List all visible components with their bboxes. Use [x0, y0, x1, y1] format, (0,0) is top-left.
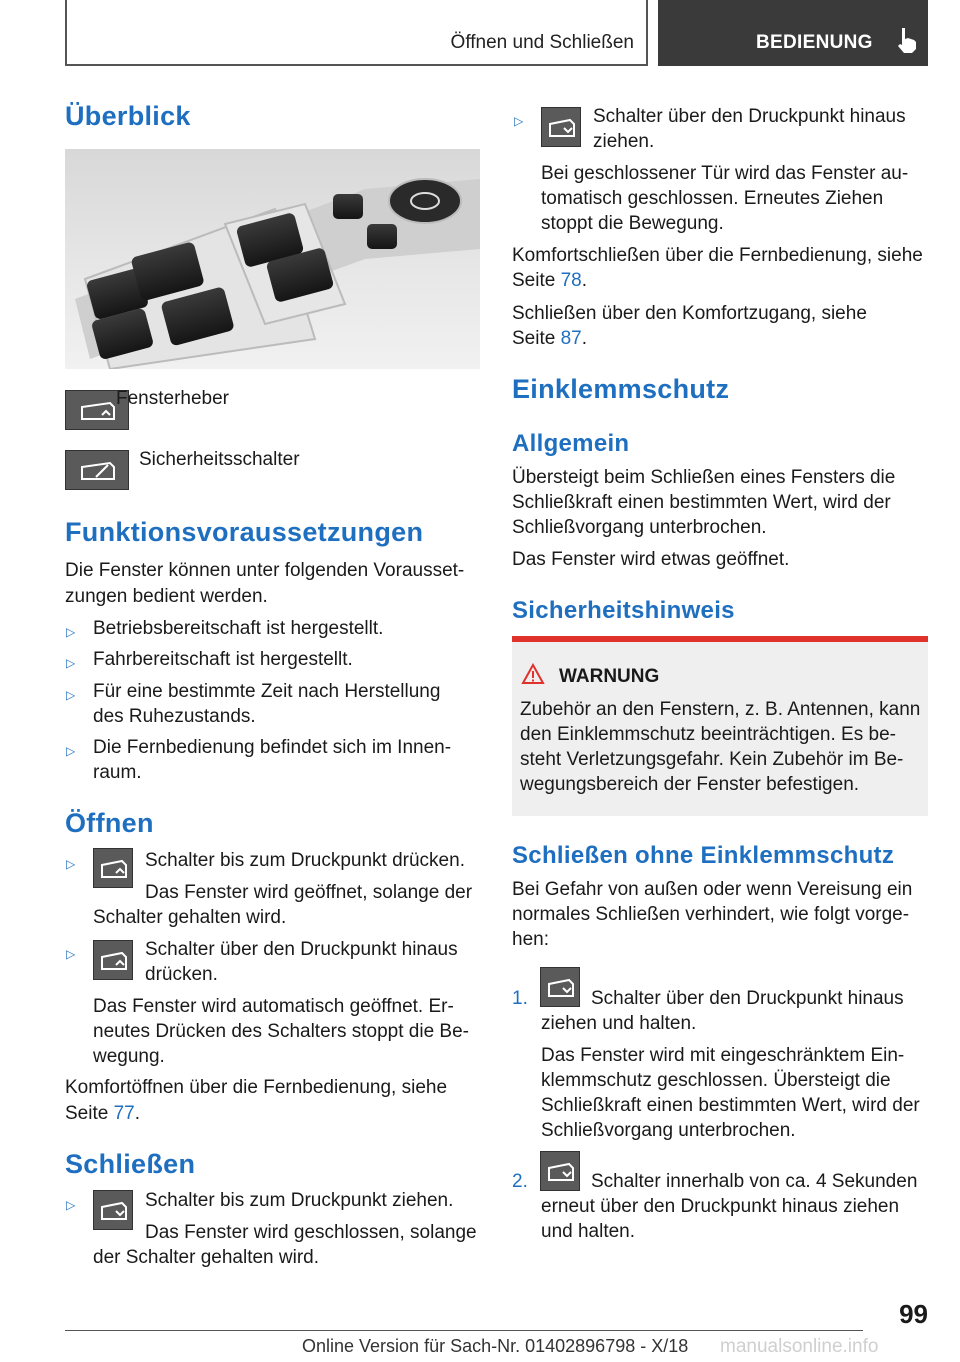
- warning-text: den Einklemmschutz beeinträchtigen. Es be-: [520, 724, 896, 745]
- close-step-text: stoppt die Bewegung.: [541, 213, 724, 234]
- open-step-text: Schalter über den Druckpunkt hinaus: [145, 939, 458, 960]
- bullet-triangle-icon: ▷: [66, 688, 76, 702]
- close-step-text: Schalter über den Druckpunkt hinaus: [593, 106, 906, 127]
- list-item: des Ruhezustands.: [93, 706, 256, 727]
- list-item: Fahrbereitschaft ist hergestellt.: [93, 649, 353, 670]
- close-step-text: der Schalter gehalten wird.: [93, 1247, 320, 1268]
- heading-safety: Sicherheitshinweis: [512, 597, 735, 624]
- legend-window-switch: Fensterheber: [116, 388, 230, 409]
- open-step-text: Schalter gehalten wird.: [93, 907, 287, 928]
- header-chapter-tab: [658, 0, 928, 66]
- general-text: Schließvorgang unterbrochen.: [512, 517, 767, 538]
- bullet-triangle-icon: ▷: [66, 625, 76, 639]
- heading-general: Allgemein: [512, 430, 630, 457]
- open-step-text: neutes Drücken des Schalters stoppt die Be-: [93, 1021, 469, 1042]
- close-step-text: tomatisch geschlossen. Erneutes Ziehen: [541, 188, 884, 209]
- list-item: raum.: [93, 762, 142, 783]
- list-item: Für eine bestimmte Zeit nach Herstellung: [93, 681, 441, 702]
- chapter-title: BEDIENUNG: [756, 32, 873, 53]
- open-step-text: Das Fenster wird geöffnet, solange der: [145, 882, 473, 903]
- bullet-triangle-icon: ▷: [514, 114, 524, 128]
- close-step-text: Das Fenster wird geschlossen, solange: [145, 1222, 477, 1243]
- comfort-close-text: Seite 78.: [512, 270, 588, 291]
- req-intro: Die Fenster können unter folgenden Vorausset-: [65, 560, 465, 581]
- general-text: Das Fenster wird etwas geöffnet.: [512, 549, 790, 570]
- warning-text: steht Verletzungsgefahr. Kein Zubehör im Be-: [520, 749, 904, 770]
- step-number: 2.: [512, 1171, 528, 1192]
- hand-pointer-icon: [895, 26, 919, 54]
- window-switch-icon: [540, 967, 580, 1007]
- open-step-text: Das Fenster wird automatisch geöffnet. Er-: [93, 996, 454, 1017]
- comfort-open-text: Komfortöffnen über die Fernbedienung, siehe: [65, 1077, 448, 1098]
- heading-requirements: Funktionsvoraussetzungen: [65, 517, 424, 547]
- close-step-text: ziehen.: [593, 131, 655, 152]
- step-text: Schalter innerhalb von ca. 4 Sekunden: [591, 1171, 918, 1192]
- open-step-text: Schalter bis zum Druckpunkt drücken.: [145, 850, 465, 871]
- without-text: normales Schließen verhindert, wie folgt vorge-: [512, 904, 910, 925]
- header-section-tab: [65, 0, 648, 66]
- page-link-78[interactable]: 78: [560, 270, 582, 291]
- step-text: Schließkraft einen bestimmten Wert, wird der: [541, 1095, 920, 1116]
- comfort-access-text: Seite 87.: [512, 328, 588, 349]
- close-step-text: Schalter bis zum Druckpunkt ziehen.: [145, 1190, 454, 1211]
- step-text: erneut über den Druckpunkt hinaus ziehen: [541, 1196, 900, 1217]
- warning-title: WARNUNG: [559, 666, 660, 687]
- without-text: hen:: [512, 929, 549, 950]
- safety-switch-icon: [65, 450, 129, 490]
- comfort-access-text: Schließen über den Komfortzugang, siehe: [512, 303, 867, 324]
- heading-pinch-protection: Einklemmschutz: [512, 374, 730, 404]
- comfort-close-text: Komfortschließen über die Fernbedienung, siehe: [512, 245, 923, 266]
- bullet-triangle-icon: ▷: [66, 1198, 76, 1212]
- list-item: Betriebsbereitschaft ist hergestellt.: [93, 618, 384, 639]
- without-text: Bei Gefahr von außen oder wenn Vereisung ein: [512, 879, 913, 900]
- window-switch-icon: [540, 1151, 580, 1191]
- watermark: manualsonline.info: [720, 1336, 879, 1357]
- bullet-triangle-icon: ▷: [66, 947, 76, 961]
- heading-close: Schließen: [65, 1149, 196, 1179]
- heading-close-without-protection: Schließen ohne Einklemmschutz: [512, 842, 895, 869]
- req-intro: zungen bedient werden.: [65, 586, 268, 607]
- warning-triangle-icon: [521, 663, 545, 685]
- general-text: Schließkraft einen bestimmten Wert, wird der: [512, 492, 891, 513]
- open-step-text: drücken.: [145, 964, 218, 985]
- window-switch-icon: [541, 107, 581, 147]
- page-link-77[interactable]: 77: [113, 1103, 135, 1124]
- door-switch-photo: [65, 149, 480, 369]
- window-switch-icon: [93, 1190, 133, 1230]
- step-text: Schließvorgang unterbrochen.: [541, 1120, 796, 1141]
- window-switch-icon: [93, 940, 133, 980]
- step-number: 1.: [512, 988, 528, 1009]
- list-item: Die Fernbedienung befindet sich im Innen-: [93, 737, 452, 758]
- step-text: Schalter über den Druckpunkt hinaus: [591, 988, 904, 1009]
- step-text: klemmschutz geschlossen. Übersteigt die: [541, 1070, 891, 1091]
- page-number: 99: [899, 1299, 928, 1329]
- section-title: Öffnen und Schließen: [450, 32, 634, 53]
- close-step-text: Bei geschlossener Tür wird das Fenster au-: [541, 163, 909, 184]
- bullet-triangle-icon: ▷: [66, 656, 76, 670]
- general-text: Übersteigt beim Schließen eines Fensters die: [512, 467, 896, 488]
- heading-open: Öffnen: [65, 808, 154, 838]
- window-switch-icon: [93, 848, 133, 888]
- step-text: und halten.: [541, 1221, 636, 1242]
- page-link-87[interactable]: 87: [560, 328, 582, 349]
- legend-safety-switch: Sicherheitsschalter: [139, 449, 300, 470]
- bullet-triangle-icon: ▷: [66, 857, 76, 871]
- open-step-text: wegung.: [93, 1046, 165, 1067]
- online-version-label: Online Version für Sach-Nr. 01402896798 - X/18: [302, 1336, 689, 1356]
- footer-divider: [65, 1330, 863, 1331]
- step-text: ziehen und halten.: [541, 1013, 697, 1034]
- comfort-open-text: Seite 77.: [65, 1103, 141, 1124]
- bullet-triangle-icon: ▷: [66, 744, 76, 758]
- warning-text: wegungsbereich der Fenster befestigen.: [520, 774, 860, 795]
- warning-text: Zubehör an den Fenstern, z. B. Antennen, kann: [520, 699, 921, 720]
- heading-overview: Überblick: [65, 101, 191, 131]
- step-text: Das Fenster wird mit eingeschränktem Ein-: [541, 1045, 905, 1066]
